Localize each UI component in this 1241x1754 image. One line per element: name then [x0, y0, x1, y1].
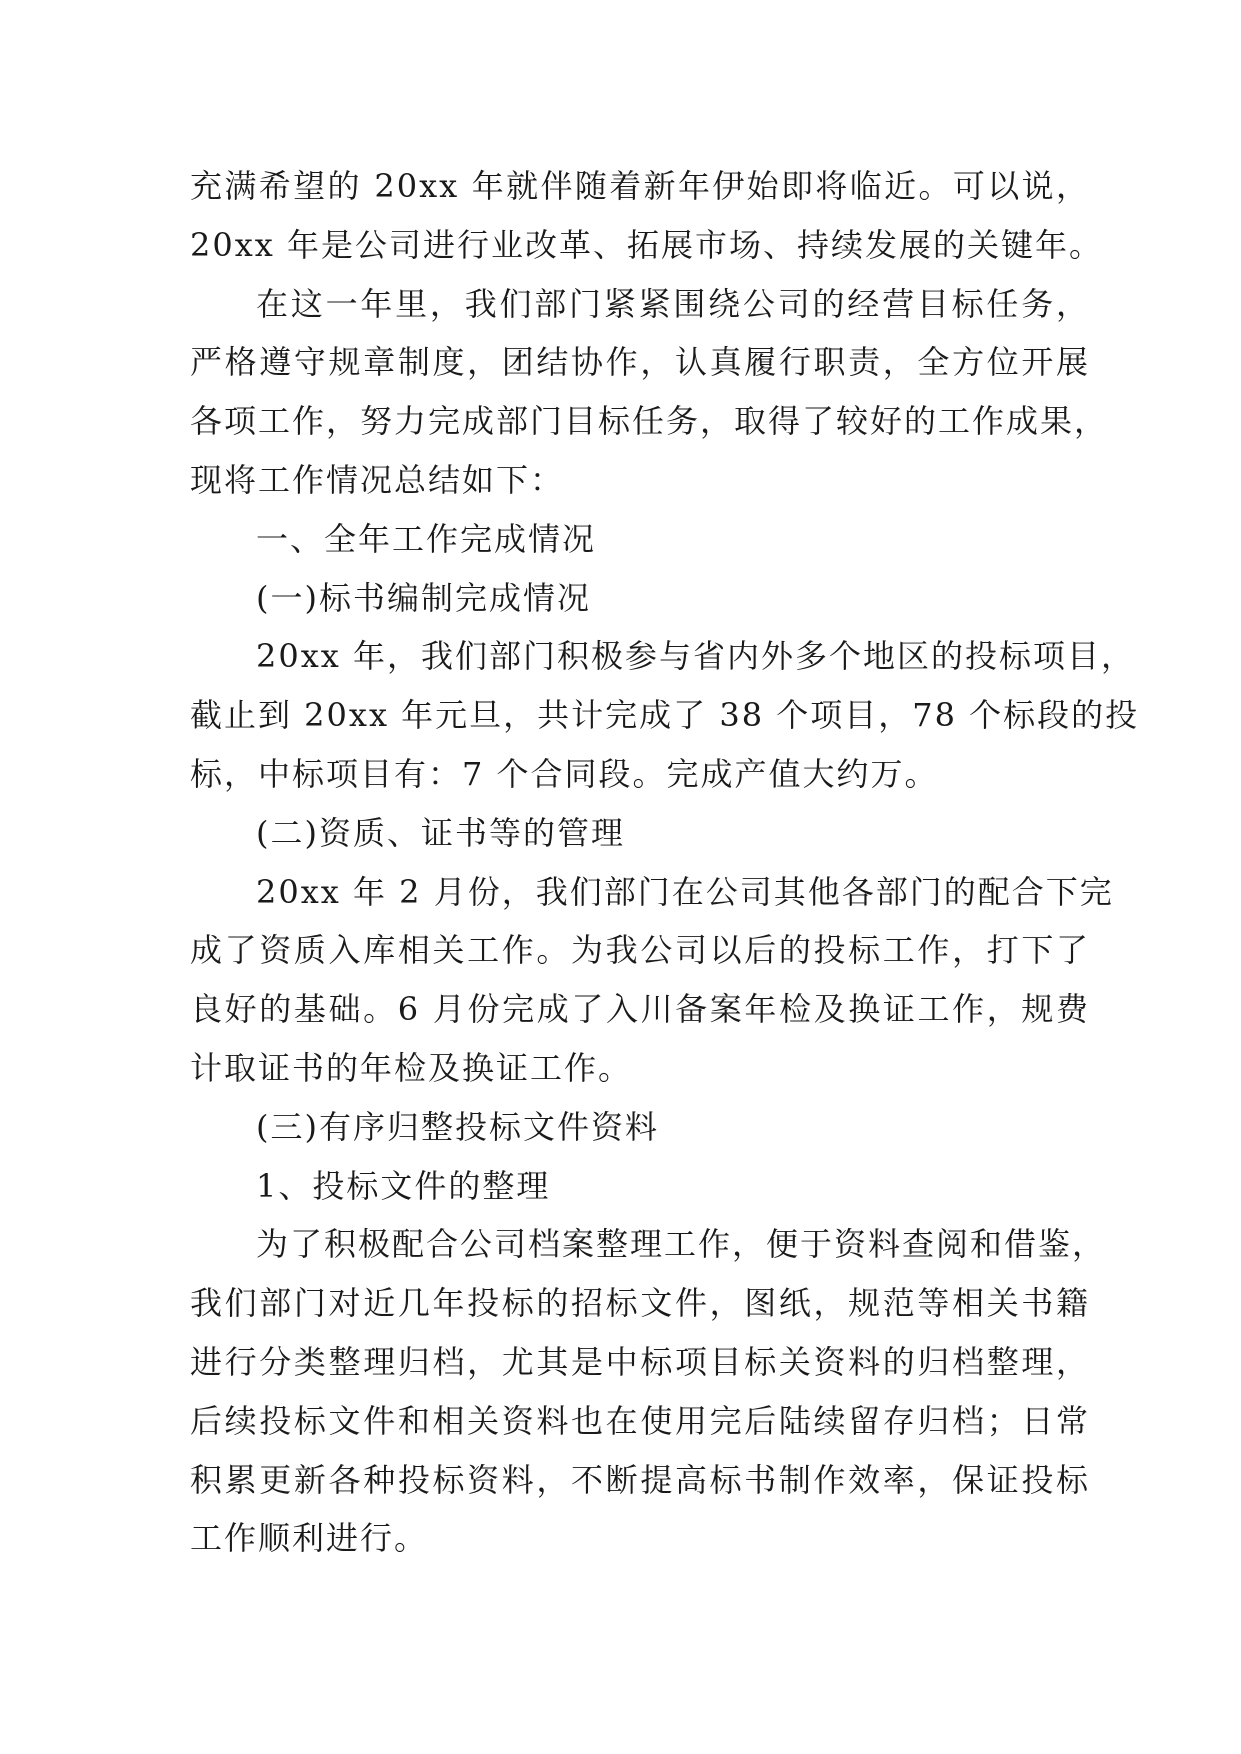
text-line: 后续投标文件和相关资料也在使用完后陆续留存归档；日常	[190, 1401, 1090, 1440]
text-line: 为了积极配合公司档案整理工作，便于资料查阅和借鉴，	[256, 1225, 1107, 1264]
text-line: 各项工作，努力完成部门目标任务，取得了较好的工作成果，	[190, 402, 1109, 441]
text-line: 20xx 年 2 月份，我们部门在公司其他各部门的配合下完	[256, 872, 1114, 911]
text-line: 标，中标项目有：7 个合同段。完成产值大约万。	[190, 754, 939, 793]
text-line: 工作顺利进行。	[190, 1519, 429, 1558]
text-line: (一)标书编制完成情况	[256, 578, 591, 617]
text-line: 20xx 年，我们部门积极参与省内外多个地区的投标项目，	[256, 637, 1135, 676]
text-line: 一、全年工作完成情况	[256, 519, 597, 558]
text-line: 严格遵守规章制度，团结协作，认真履行职责，全方位开展	[190, 343, 1090, 382]
text-line: 良好的基础。6 月份完成了入川备案年检及换证工作，规费	[190, 990, 1090, 1029]
text-line: 成了资质入库相关工作。为我公司以后的投标工作，打下了	[190, 931, 1090, 970]
text-line: 1、投标文件的整理	[256, 1166, 551, 1205]
text-line: 截止到 20xx 年元旦，共计完成了 38 个项目，78 个标段的投	[190, 696, 1140, 735]
text-line: 充满希望的 20xx 年就伴随着新年伊始即将临近。可以说，	[190, 167, 1090, 205]
text-line: 现将工作情况总结如下：	[190, 460, 565, 499]
text-line: 计取证书的年检及换证工作。	[190, 1048, 633, 1087]
text-line: 20xx 年是公司进行业改革、拓展市场、持续发展的关键年。	[190, 225, 1103, 264]
text-line: (二)资质、证书等的管理	[256, 813, 625, 852]
text-line: 我们部门对近几年投标的招标文件，图纸，规范等相关书籍	[190, 1284, 1090, 1323]
text-line: 在这一年里，我们部门紧紧围绕公司的经营目标任务，	[256, 284, 1090, 323]
text-line: 进行分类整理归档，尤其是中标项目标关资料的归档整理，	[190, 1342, 1090, 1381]
text-line: 积累更新各种投标资料，不断提高标书制作效率，保证投标	[190, 1460, 1090, 1499]
document-body	[190, 157, 1140, 1568]
text-line: (三)有序归整投标文件资料	[256, 1107, 659, 1146]
